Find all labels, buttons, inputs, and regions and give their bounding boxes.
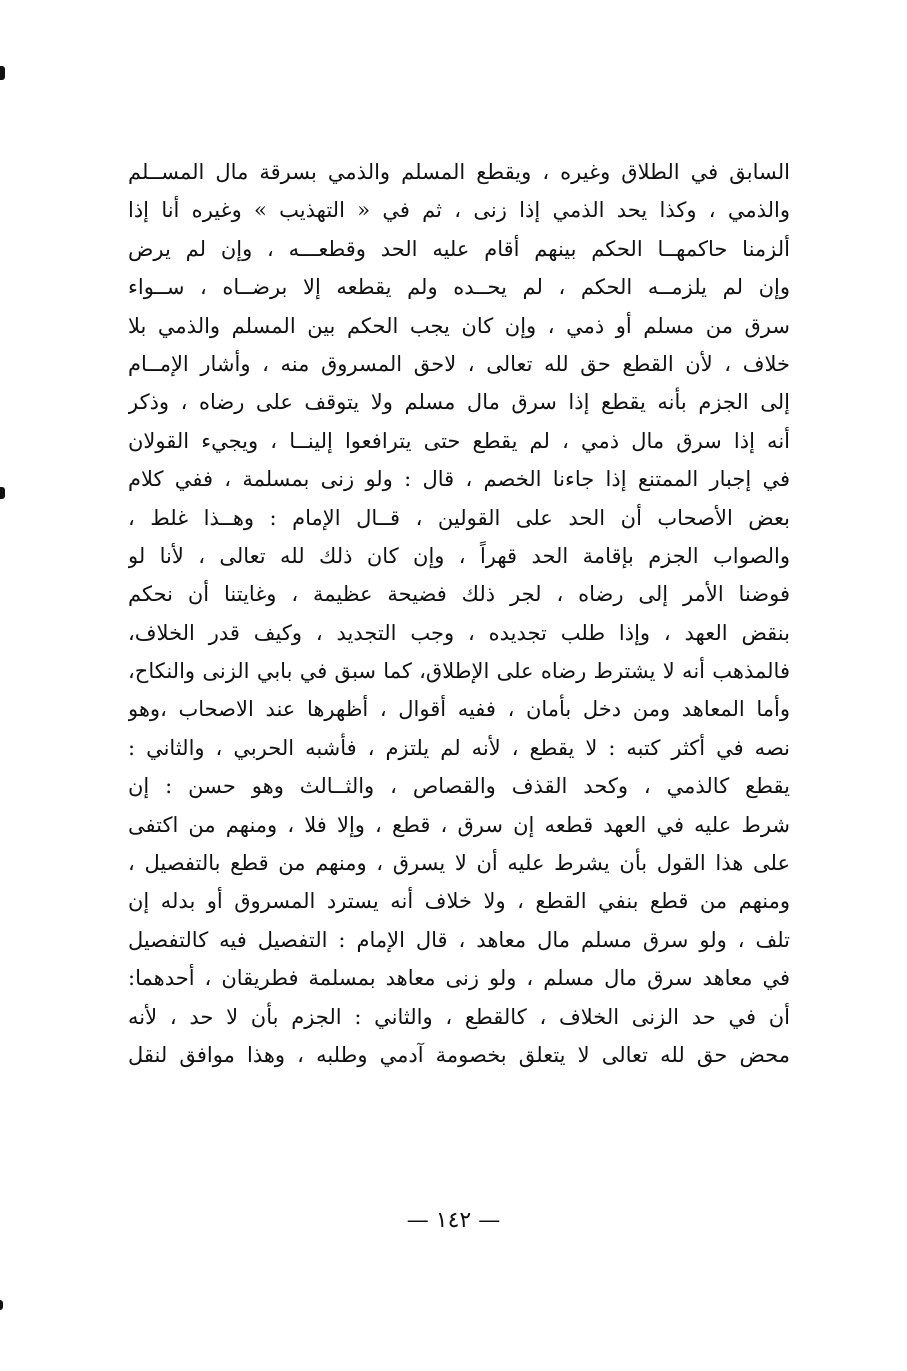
text-line: أن في حد الزنى الخلاف ، كالقطع ، والثاني : الجزم بأن لا حد ، لأنه	[128, 1004, 790, 1029]
text-line: على هذا القول بأن يشرط عليه أن لا يسرق ، ومنهم من قطع بالتفصيل ،	[128, 851, 790, 876]
text-line: والصواب الجزم بإقامة الحد قهراً ، وإن كان ذلك لله تعالى ، لأنا لو	[128, 543, 790, 568]
text-line: أنه إذا سرق مال ذمي ، لم يقطع حتى يترافعوا إلينــا ، ويجيء القولان	[128, 428, 790, 453]
text-line: فالمذهب أنه لا يشترط رضاه على الإطلاق، كما سبق في بابي الزنى والنكاح،	[128, 659, 790, 684]
text-line: بعض الأصحاب أن الحد على القولين ، قــال الإمام : وهــذا غلط ،	[128, 505, 790, 530]
text-line: ومنهم من قطع بنفي القطع ، ولا خلاف أنه يسترد المسروق أو بدله إن	[128, 889, 790, 914]
text-line: ألزمنا حاكمهــا الحكم بينهم أقام عليه الحد وقطعـــه ، وإن لم يرض	[128, 236, 790, 261]
text-line: وأما المعاهد ومن دخل بأمان ، ففيه أقوال ، أظهرها عند الاصحاب ،وهو	[128, 697, 790, 722]
body-text	[128, 153, 790, 1074]
page-number: — ١٤٢ —	[406, 1208, 501, 1233]
text-line: في إجبار الممتنع إذا جاءنا الخصم ، قال : ولو زنى بمسلمة ، ففي كلام	[128, 467, 790, 492]
text-line: في معاهد سرق مال مسلم ، ولو زنى معاهد بمسلمة فطريقان ، أحدهما:	[128, 966, 790, 991]
text-line: وإن لم يلزمــه الحكم ، لم يحــده ولم يقطعه إلا برضــاه ، ســواء	[128, 275, 790, 300]
text-line: والذمي ، وكذا يحد الذمي إذا زنى ، ثم في « التهذيب » وغيره أنا إذا	[128, 198, 790, 223]
text-line: خلاف ، لأن القطع حق لله تعالى ، لاحق المسروق منه ، وأشار الإمــام	[128, 351, 790, 376]
text-line: نصه في أكثر كتبه : لا يقطع ، لأنه لم يلتزم ، فأشبه الحربي ، والثاني :	[128, 735, 790, 760]
text-line: يقطع كالذمي ، وكحد القذف والقصاص ، والثــالث وهو حسن : إن	[128, 774, 790, 799]
text-line: السابق في الطلاق وغيره ، ويقطع المسلم والذمي بسرقة مال المســلم	[128, 160, 790, 184]
scan-edge-mark	[0, 487, 5, 499]
text-line: بنقض العهد ، وإذا طلب تجديده ، وجب التجديد ، وكيف قدر الخلاف،	[128, 620, 790, 645]
text-line: فوضنا الأمر إلى رضاه ، لجر ذلك فضيحة عظيمة ، وغايتنا أن نحكم	[128, 582, 790, 607]
text-line: محض حق لله تعالى لا يتعلق بخصومة آدمي وطلبه ، وهذا موافق لنقل	[128, 1042, 790, 1067]
text-line: تلف ، ولو سرق مسلم مال معاهد ، قال الإمام : التفصيل فيه كالتفصيل	[128, 927, 790, 952]
scan-edge-mark	[0, 1300, 3, 1310]
text-line: إلى الجزم بأنه يقطع إذا سرق مال مسلم ولا يتوقف على رضاه ، وذكر	[128, 390, 790, 415]
scan-edge-mark	[0, 66, 5, 80]
text-line: شرط عليه في العهد قطعه إن سرق ، قطع ، وإلا فلا ، ومنهم من اكتفى	[128, 812, 790, 837]
text-line: سرق من مسلم أو ذمي ، وإن كان يجب الحكم بين المسلم والذمي بلا	[128, 313, 790, 338]
